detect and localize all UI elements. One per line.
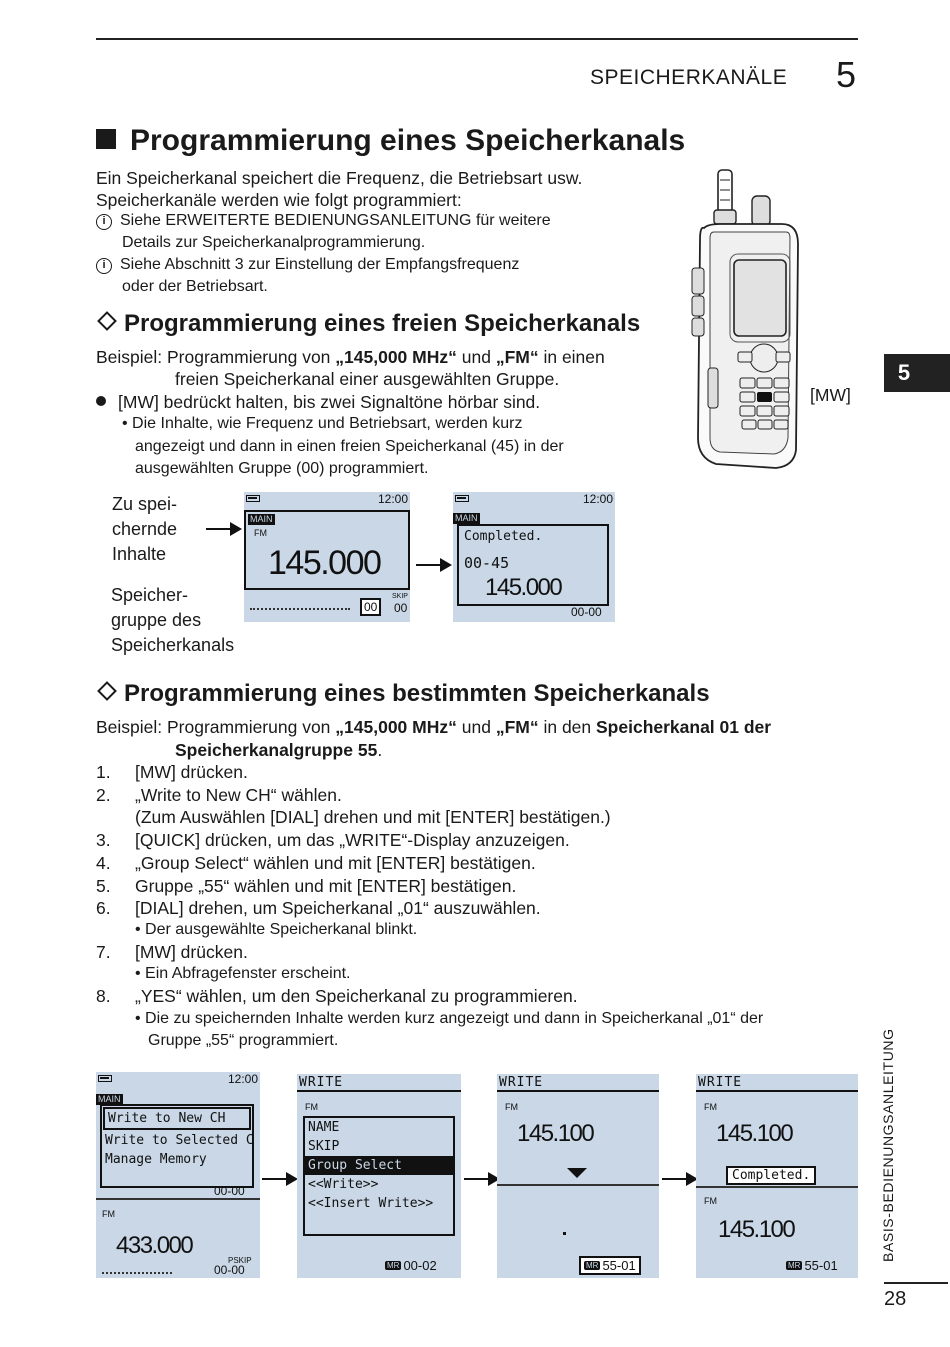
mode: FM xyxy=(102,1209,115,1219)
example-mid: in den xyxy=(538,717,596,737)
step-number: 1. xyxy=(96,762,111,782)
step-text: [DIAL] drehen, um Speicherkanal „01“ auszuwählen. xyxy=(135,898,541,918)
intro-line-1: Ein Speicherkanal speichert die Frequenz, die Betriebsart usw. xyxy=(96,168,583,188)
section-2-heading xyxy=(96,680,710,708)
page-title-text: Programmierung eines Speicherkanals xyxy=(130,124,686,157)
menu-item-insert-write[interactable]: <<Insert Write>> xyxy=(308,1196,434,1211)
frequency: 145.100 xyxy=(718,1216,795,1243)
write-title: WRITE xyxy=(696,1074,858,1092)
section-1-example xyxy=(96,346,605,368)
note-1 xyxy=(96,210,551,232)
menu-item-group-select[interactable]: Group Select xyxy=(305,1156,453,1175)
arrow-right-icon xyxy=(662,1178,696,1180)
arrow-right-icon xyxy=(206,528,240,530)
step-number: 3. xyxy=(96,830,111,850)
section-1-heading-text: Programmierung eines freien Speicherkanals xyxy=(124,310,641,337)
write-menu xyxy=(303,1116,455,1236)
memory-group: 00-00 xyxy=(571,605,602,619)
memory-group: 00 xyxy=(360,598,381,616)
arrow-right-icon xyxy=(464,1178,498,1180)
footer-rule xyxy=(884,1282,948,1284)
arrow-right-icon xyxy=(416,564,450,566)
completed-message: Completed. xyxy=(464,529,543,544)
example-end: . xyxy=(377,740,383,760)
section-2-heading-text: Programmierung eines bestimmten Speicherkanals xyxy=(124,680,710,707)
step-number: 2. xyxy=(96,785,111,805)
callout-contents-line: chernde xyxy=(112,519,178,539)
diamond-icon xyxy=(97,681,117,701)
frequency: 145.000 xyxy=(268,544,381,582)
completed-dialog xyxy=(457,524,609,606)
square-bullet-icon xyxy=(96,129,116,149)
menu-item-write-new[interactable]: Write to New CH xyxy=(103,1107,251,1130)
step-text: „YES“ wählen, um den Speicherkanal zu programmieren. xyxy=(135,986,578,1006)
memory-channel xyxy=(385,1258,437,1273)
step-note: • Ein Abfragefenster erscheint. xyxy=(135,965,351,982)
main-tag: MAIN xyxy=(250,514,273,524)
write-title: WRITE xyxy=(497,1074,659,1092)
step-text: „Write to New CH“ wählen. xyxy=(135,785,342,805)
section-1-step xyxy=(96,391,540,413)
mode: FM xyxy=(704,1102,717,1112)
memory-group-tail: 00 xyxy=(394,601,408,615)
bullet-icon xyxy=(96,396,106,406)
frequency: 433.000 xyxy=(116,1232,193,1259)
step-text: Gruppe „55“ wählen und mit [ENTER] bestätigen. xyxy=(135,876,517,896)
section-1-sub-2: angezeigt und dann in einen freien Speicherkanal (45) in der xyxy=(135,438,564,455)
example-frequency: „145,000 MHz“ xyxy=(335,717,457,737)
main-tag: MAIN xyxy=(455,513,478,523)
example-suffix: in einen xyxy=(538,347,605,367)
page-number: 28 xyxy=(884,1288,907,1310)
menu-item-write[interactable]: <<Write>> xyxy=(308,1177,379,1192)
example-and: und xyxy=(456,717,496,737)
battery-icon xyxy=(246,495,260,502)
lcd-screen-frequency xyxy=(244,492,410,622)
mr-badge: MR xyxy=(586,1261,599,1270)
frequency: 145.100 xyxy=(517,1120,594,1147)
mode: FM xyxy=(505,1102,518,1112)
step-note: • Die zu speichernden Inhalte werden kurz angezeigt und dann in Speicherkanal „01“ der xyxy=(135,1010,764,1027)
lcd-screen-group-select xyxy=(497,1074,659,1278)
mode: FM xyxy=(704,1196,717,1206)
menu-item-write-selected[interactable]: Write to Selected C xyxy=(105,1133,254,1148)
clock: 12:00 xyxy=(377,492,408,506)
section-1-example-cont: freien Speicherkanal einer ausgewählten Gruppe. xyxy=(175,369,560,389)
battery-icon xyxy=(98,1075,112,1082)
example-mode: „FM“ xyxy=(495,347,539,367)
channel-number: 00-02 xyxy=(403,1258,437,1273)
menu-item-manage-memory[interactable]: Manage Memory xyxy=(105,1152,207,1167)
callout-contents-line: Inhalte xyxy=(112,544,167,564)
step-text: [MW] drücken. xyxy=(135,762,248,782)
skip-indicator: PSKIP xyxy=(228,1256,252,1265)
callout-group-line: Speicherkanals xyxy=(111,635,235,655)
radio-illustration xyxy=(690,168,810,478)
step-number: 6. xyxy=(96,898,111,918)
memory-channel xyxy=(579,1256,641,1275)
s-meter xyxy=(102,1272,172,1274)
lcd-screen-write-completed xyxy=(696,1074,858,1278)
example-channel: Speicherkanal 01 der xyxy=(596,717,772,737)
completed-message: Completed. xyxy=(726,1166,816,1185)
note-2-text: Siehe Abschnitt 3 zur Einstellung der Empfangsfrequenz xyxy=(120,256,520,273)
side-label: BASIS-BEDIENUNGSANLEITUNG xyxy=(880,1028,896,1262)
lcd-screen-mw-menu xyxy=(96,1072,260,1278)
step-text: [MW] drücken. xyxy=(135,942,248,962)
memory-group-tail: 00-00 xyxy=(214,1184,245,1198)
callout-group-line: Speicher- xyxy=(111,585,189,605)
step-note: • Der ausgewählte Speicherkanal blinkt. xyxy=(135,921,418,938)
intro-line-2: Speicherkanäle werden wie folgt programmiert: xyxy=(96,190,462,210)
note-1-cont: Details zur Speicherkanalprogrammierung. xyxy=(122,234,426,251)
frequency: 145.100 xyxy=(716,1120,793,1147)
info-icon: i xyxy=(96,214,112,230)
step-text-cont: (Zum Auswählen [DIAL] drehen und mit [ENTER] bestätigen.) xyxy=(135,807,611,827)
mr-badge: MR xyxy=(387,1261,400,1270)
example-mode: „FM“ xyxy=(495,717,539,737)
callout-contents-line: Zu spei- xyxy=(112,494,178,514)
battery-icon xyxy=(455,495,469,502)
mode: FM xyxy=(254,528,267,538)
main-tag: MAIN xyxy=(98,1094,121,1104)
diamond-icon xyxy=(97,311,117,331)
down-arrow-icon xyxy=(567,1168,587,1178)
chapter-number: 5 xyxy=(836,54,857,95)
note-2 xyxy=(96,254,519,276)
s-meter xyxy=(250,608,350,610)
step-number: 7. xyxy=(96,942,111,962)
section-1-sub-1: • Die Inhalte, wie Frequenz und Betriebsart, werden kurz xyxy=(122,415,523,432)
header-rule xyxy=(96,38,858,40)
callout-contents xyxy=(112,492,177,567)
example-prefix: Beispiel: Programmierung von xyxy=(96,717,336,737)
frequency: 145.000 xyxy=(485,574,562,601)
step-text: [QUICK] drücken, um das „WRITE“-Display anzuzeigen. xyxy=(135,830,570,850)
section-1-step-text: [MW] bedrückt halten, bis zwei Signaltöne hörbar sind. xyxy=(118,392,541,412)
example-group: Speicherkanalgruppe 55 xyxy=(175,740,378,760)
frequency-panel xyxy=(244,510,410,590)
step-number: 8. xyxy=(96,986,111,1006)
memory-group: 00-00 xyxy=(214,1263,245,1277)
step-text: „Group Select“ wählen und mit [ENTER] bestätigen. xyxy=(135,853,536,873)
skip-indicator: SKIP xyxy=(392,593,408,600)
section-1-heading xyxy=(96,310,640,338)
channel-number: 55-01 xyxy=(602,1258,636,1273)
callout-group xyxy=(111,583,234,658)
section-2-example xyxy=(96,716,771,738)
chapter-title: SPEICHERKANÄLE xyxy=(590,66,788,89)
step-number: 5. xyxy=(96,876,111,896)
step-number: 4. xyxy=(96,853,111,873)
page-title xyxy=(96,124,685,158)
lcd-screen-completed xyxy=(453,492,615,622)
menu-item-skip[interactable]: SKIP xyxy=(308,1139,340,1154)
memory-channel xyxy=(786,1258,838,1273)
channel-number: 00-45 xyxy=(464,554,510,572)
example-frequency: „145,000 MHz“ xyxy=(335,347,457,367)
section-2-example-cont xyxy=(175,739,382,761)
mw-button-label: [MW] xyxy=(810,385,851,405)
lcd-screen-write-menu xyxy=(297,1074,461,1278)
example-and: und xyxy=(456,347,496,367)
mw-menu xyxy=(100,1104,254,1188)
menu-item-name[interactable]: NAME xyxy=(308,1120,340,1135)
clock: 12:00 xyxy=(227,1072,258,1086)
section-1-sub-3: ausgewählten Gruppe (00) programmiert. xyxy=(135,460,429,477)
mr-badge: MR xyxy=(788,1261,801,1270)
note-2-cont: oder der Betriebsart. xyxy=(122,278,268,295)
arrow-right-icon xyxy=(262,1178,296,1180)
example-prefix: Beispiel: Programmierung von xyxy=(96,347,336,367)
chapter-tab[interactable]: 5 xyxy=(884,354,950,392)
channel-number: 55-01 xyxy=(804,1258,838,1273)
write-title: WRITE xyxy=(297,1074,461,1092)
note-1-text: Siehe ERWEITERTE BEDIENUNGSANLEITUNG für weitere xyxy=(120,212,551,229)
mode: FM xyxy=(305,1102,318,1112)
step-text-cont: Gruppe „55“ programmiert. xyxy=(148,1032,339,1049)
info-icon: i xyxy=(96,258,112,274)
callout-group-line: gruppe des xyxy=(111,610,202,630)
clock: 12:00 xyxy=(582,492,613,506)
